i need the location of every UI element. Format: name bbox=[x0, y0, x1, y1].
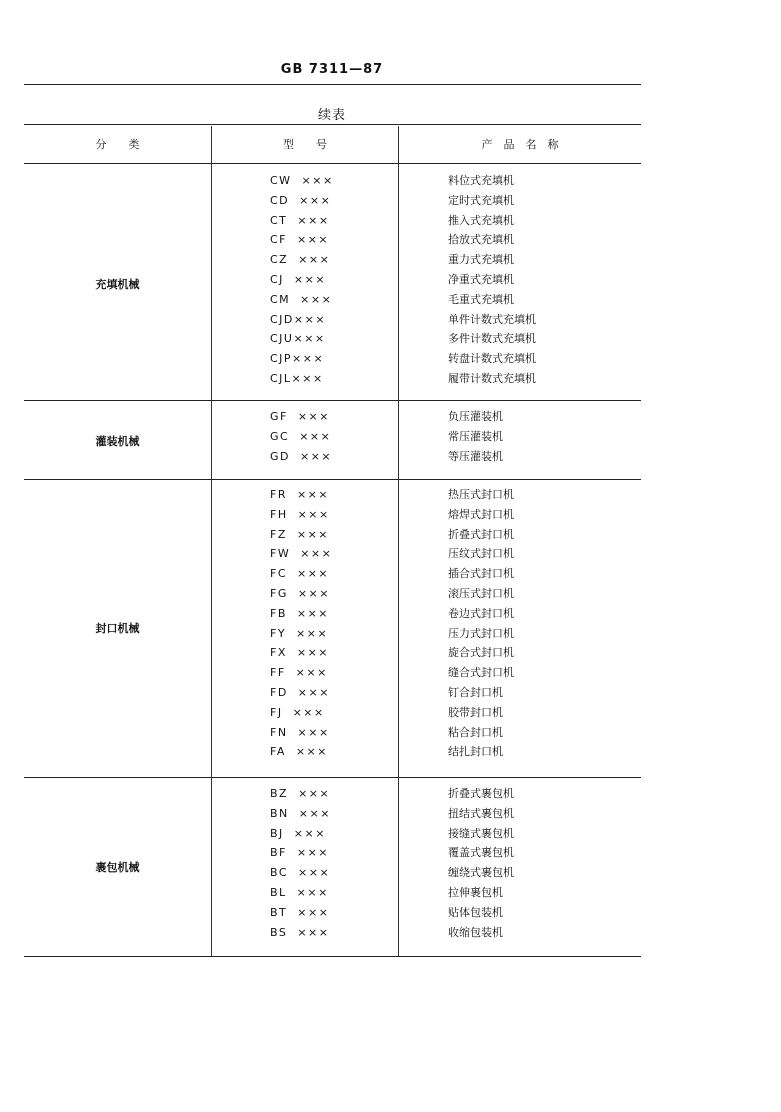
table-title: 续表 bbox=[317, 108, 346, 123]
model-code: BF ××× bbox=[270, 846, 330, 860]
model-code: FX ××× bbox=[270, 646, 330, 660]
model-code: FJ ××× bbox=[270, 705, 325, 719]
product-name: 净重式充填机 bbox=[448, 273, 514, 286]
product-name: 等压灌装机 bbox=[448, 449, 503, 463]
table-section bbox=[24, 777, 641, 956]
table-section bbox=[24, 400, 641, 479]
model-code: BT ××× bbox=[270, 905, 330, 919]
table-row bbox=[24, 525, 641, 545]
model-code: CT ××× bbox=[270, 213, 330, 227]
table-row bbox=[24, 564, 641, 584]
product-name: 转盘计数式充填机 bbox=[448, 352, 536, 366]
product-name: 拾放式充填机 bbox=[448, 233, 514, 247]
header-top-rule bbox=[24, 124, 641, 125]
product-name: 定时式充填机 bbox=[448, 193, 514, 207]
product-name: 单件计数式充填机 bbox=[448, 312, 536, 326]
model-code: BS ××× bbox=[270, 925, 330, 939]
table-row bbox=[24, 485, 641, 505]
product-name: 料位式充填机 bbox=[448, 174, 514, 187]
model-code: CJL××× bbox=[270, 372, 324, 385]
model-code: BC ××× bbox=[270, 866, 331, 880]
top-rule bbox=[24, 84, 641, 85]
model-code: GD ××× bbox=[270, 449, 333, 463]
model-code: CF ××× bbox=[270, 233, 330, 247]
column-divider bbox=[211, 400, 212, 479]
table-row bbox=[24, 447, 641, 467]
table-row bbox=[24, 624, 641, 644]
product-name: 收缩包装机 bbox=[448, 925, 503, 939]
model-code: FB ××× bbox=[270, 606, 330, 620]
model-code: FY ××× bbox=[270, 626, 329, 640]
model-code: GF ××× bbox=[270, 410, 330, 423]
table-row bbox=[24, 191, 641, 211]
column-header-model: 型 号 bbox=[283, 138, 327, 151]
table-row bbox=[24, 230, 641, 250]
model-code: CJU××× bbox=[270, 332, 326, 346]
table-row bbox=[24, 923, 641, 943]
table-row bbox=[24, 505, 641, 525]
table-row bbox=[24, 643, 641, 663]
product-name: 负压灌装机 bbox=[448, 410, 503, 423]
model-code: CD ××× bbox=[270, 193, 332, 207]
product-name: 钉合封口机 bbox=[448, 686, 503, 699]
table-section bbox=[24, 479, 641, 777]
model-code: FD ××× bbox=[270, 686, 330, 699]
model-code: FA ××× bbox=[270, 745, 328, 759]
product-name: 覆盖式裹包机 bbox=[448, 846, 514, 860]
product-name: 结扎封口机 bbox=[448, 745, 503, 759]
column-divider bbox=[398, 479, 399, 777]
model-code: GC ××× bbox=[270, 429, 332, 443]
product-name: 滚压式封口机 bbox=[448, 587, 514, 600]
table-row bbox=[24, 270, 641, 290]
product-name: 常压灌装机 bbox=[448, 429, 503, 443]
product-name: 多件计数式充填机 bbox=[448, 332, 536, 346]
section-rule bbox=[24, 956, 641, 957]
model-code: FC ××× bbox=[270, 567, 330, 581]
table-row bbox=[24, 723, 641, 743]
product-name: 履带计数式充填机 bbox=[448, 372, 536, 385]
table-row bbox=[24, 843, 641, 863]
table-row bbox=[24, 703, 641, 723]
table-section bbox=[24, 164, 641, 400]
product-name: 折叠式封口机 bbox=[448, 527, 514, 541]
product-name: 拉伸裹包机 bbox=[448, 886, 503, 899]
model-code: CW ××× bbox=[270, 174, 334, 187]
model-code: FR ××× bbox=[270, 488, 330, 501]
table-row bbox=[24, 427, 641, 447]
table-row bbox=[24, 329, 641, 349]
table-row bbox=[24, 290, 641, 310]
product-name: 接缝式裹包机 bbox=[448, 826, 514, 840]
column-divider bbox=[211, 479, 212, 777]
product-name: 压力式封口机 bbox=[448, 626, 514, 640]
column-header-category: 分 类 bbox=[95, 138, 140, 151]
product-name: 卷边式封口机 bbox=[448, 606, 514, 620]
table-row bbox=[24, 349, 641, 369]
header-divider-2 bbox=[398, 126, 399, 164]
table-row bbox=[24, 683, 641, 703]
product-name: 缝合式封口机 bbox=[448, 666, 514, 680]
table-row bbox=[24, 310, 641, 330]
model-code: FZ ××× bbox=[270, 527, 330, 541]
product-name: 旋合式封口机 bbox=[448, 646, 514, 660]
model-code: CJP××× bbox=[270, 352, 325, 366]
column-divider bbox=[398, 777, 399, 956]
model-code: BN ××× bbox=[270, 806, 331, 820]
product-name: 压纹式封口机 bbox=[448, 547, 514, 561]
model-code: FH ××× bbox=[270, 507, 330, 521]
product-name: 缠绕式裹包机 bbox=[448, 866, 514, 880]
model-code: CJD××× bbox=[270, 312, 327, 326]
model-code: FF ××× bbox=[270, 666, 328, 680]
table-row bbox=[24, 663, 641, 683]
product-name: 毛重式充填机 bbox=[448, 292, 514, 306]
column-header-product: 产 品 名 称 bbox=[481, 138, 559, 151]
product-name: 贴体包装机 bbox=[448, 905, 503, 919]
column-divider bbox=[211, 164, 212, 400]
product-name: 插合式封口机 bbox=[448, 567, 514, 581]
table-row bbox=[24, 604, 641, 624]
table-row bbox=[24, 171, 641, 191]
table-row bbox=[24, 742, 641, 762]
product-name: 熔焊式封口机 bbox=[448, 507, 514, 521]
model-code: BL ××× bbox=[270, 886, 329, 899]
table-row bbox=[24, 824, 641, 844]
product-name: 重力式充填机 bbox=[448, 253, 514, 267]
standard-number: GB 7311—87 bbox=[280, 62, 384, 77]
table-row bbox=[24, 544, 641, 564]
table-row bbox=[24, 784, 641, 804]
model-code: FW ××× bbox=[270, 547, 333, 561]
category-label: 充填机械 bbox=[95, 277, 140, 291]
model-code: CM ××× bbox=[270, 292, 333, 306]
category-label: 裹包机械 bbox=[95, 861, 140, 875]
product-name: 推入式充填机 bbox=[448, 213, 514, 227]
column-divider bbox=[398, 164, 399, 400]
product-name: 胶带封口机 bbox=[448, 705, 503, 719]
column-divider bbox=[211, 777, 212, 956]
category-label: 灌装机械 bbox=[95, 434, 140, 448]
product-name: 热压式封口机 bbox=[448, 488, 514, 501]
table-row bbox=[24, 804, 641, 824]
table-row bbox=[24, 903, 641, 923]
header-divider-1 bbox=[211, 126, 212, 164]
table-row bbox=[24, 250, 641, 270]
product-name: 粘合封口机 bbox=[448, 725, 503, 739]
model-code: FN ××× bbox=[270, 725, 330, 739]
product-name: 扭结式裹包机 bbox=[448, 806, 514, 820]
model-code: BZ ××× bbox=[270, 787, 331, 800]
model-code: CZ ××× bbox=[270, 253, 331, 267]
table-row bbox=[24, 863, 641, 883]
table-row bbox=[24, 369, 641, 389]
column-divider bbox=[398, 400, 399, 479]
product-name: 折叠式裹包机 bbox=[448, 787, 514, 800]
model-code: BJ ××× bbox=[270, 826, 326, 840]
table-row bbox=[24, 407, 641, 427]
model-code: FG ××× bbox=[270, 587, 330, 600]
category-label: 封口机械 bbox=[95, 621, 140, 635]
table-row bbox=[24, 211, 641, 231]
table-row bbox=[24, 883, 641, 903]
model-code: CJ ××× bbox=[270, 273, 327, 286]
table-header bbox=[24, 126, 641, 164]
table-row bbox=[24, 584, 641, 604]
